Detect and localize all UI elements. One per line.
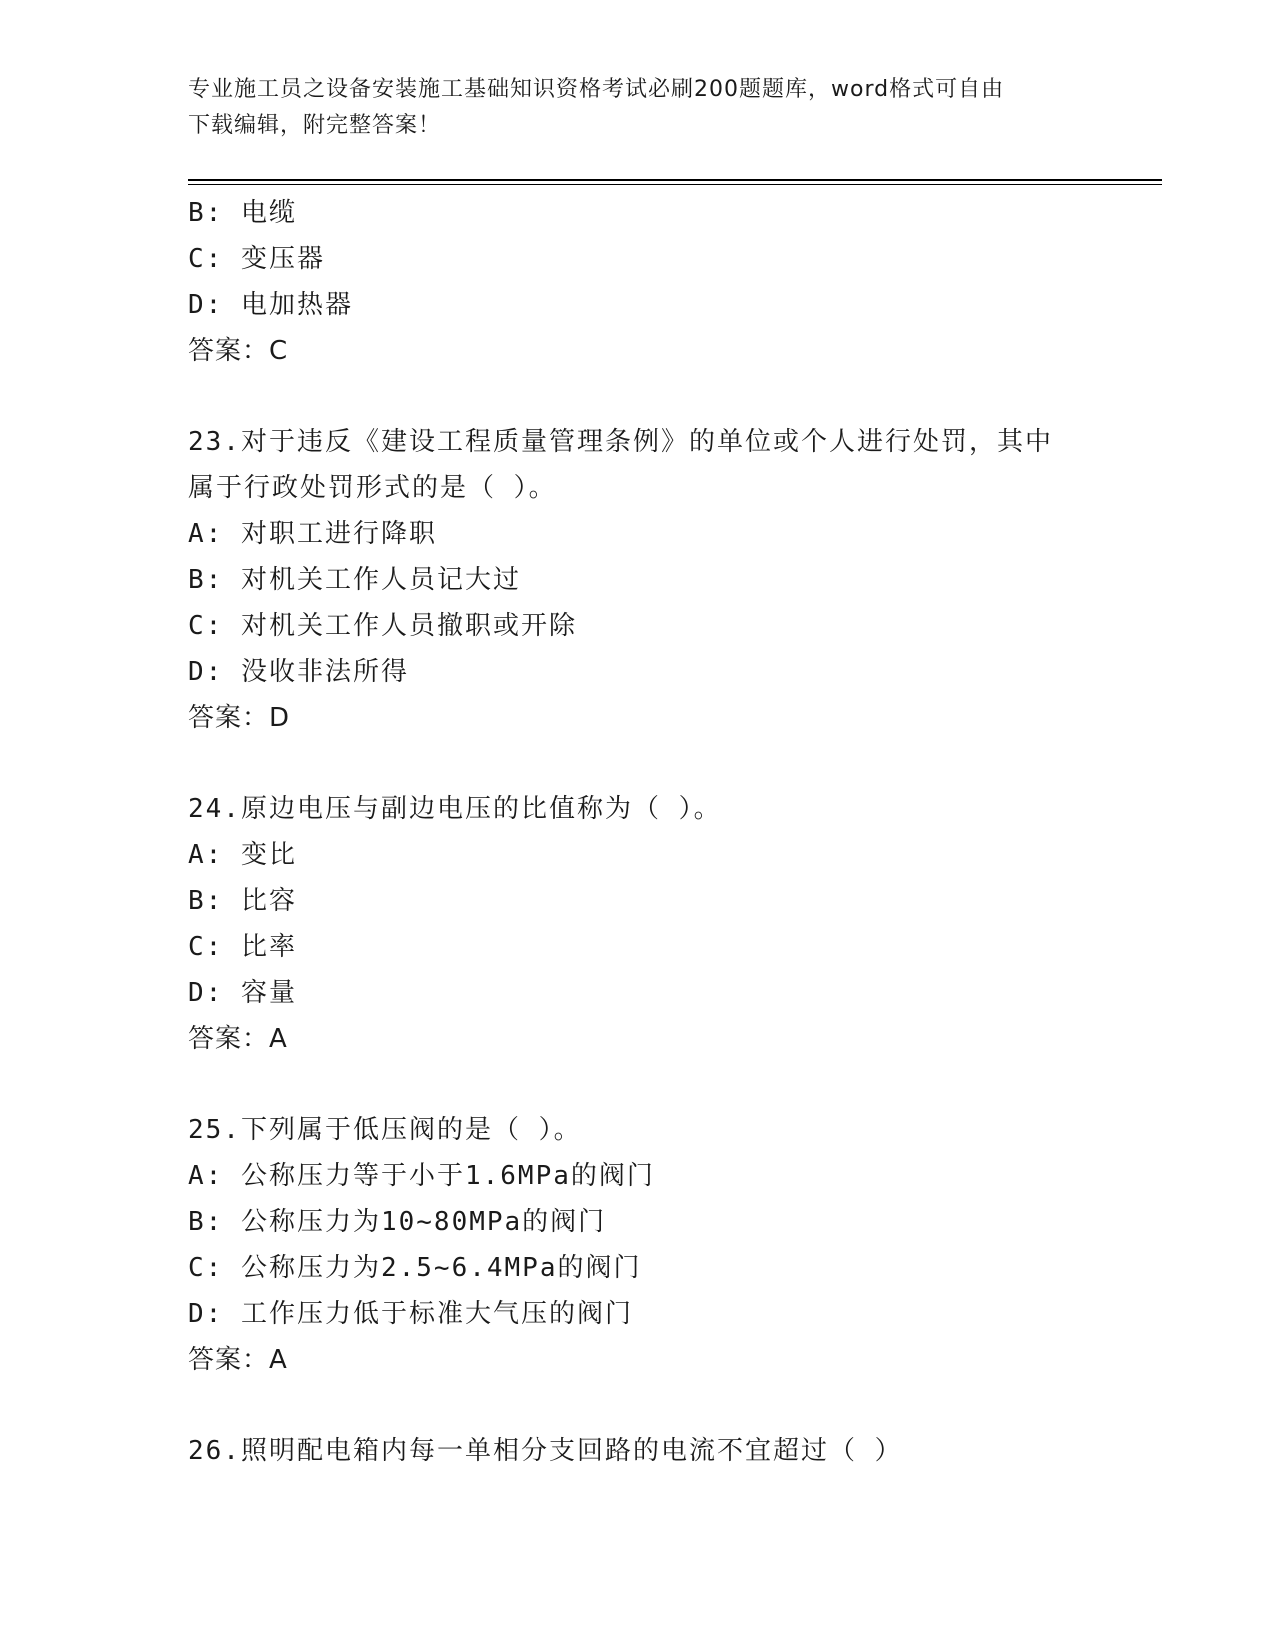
answer: 答案：A <box>188 1024 288 1054</box>
option-d: D: 没收非法所得 <box>188 657 409 687</box>
question-26 <box>188 1428 1148 1474</box>
option-c: C: 比率 <box>188 932 297 962</box>
option-a: A: 公称压力等于小于1.6MPa的阀门 <box>188 1161 655 1191</box>
document-header <box>188 72 1068 144</box>
spacer <box>188 374 1148 419</box>
question-stem: 23.对于违反《建设工程质量管理条例》的单位或个人进行处罚，其中 <box>188 427 1053 457</box>
option-a: A: 对职工进行降职 <box>188 519 437 549</box>
header-rule-thin <box>188 184 1162 185</box>
header-line-2: 下载编辑，附完整答案！ <box>188 113 442 138</box>
answer: 答案：D <box>188 703 291 733</box>
option-b: B: 电缆 <box>188 198 297 228</box>
question-list <box>188 190 1148 1474</box>
question-stem: 25.下列属于低压阀的是（ ）。 <box>188 1115 582 1145</box>
option-c: C: 变压器 <box>188 244 325 274</box>
option-d: D: 容量 <box>188 978 297 1008</box>
option-c: C: 对机关工作人员撤职或开除 <box>188 611 577 641</box>
option-b: B: 对机关工作人员记大过 <box>188 565 521 595</box>
header-rule-thick <box>188 179 1162 181</box>
answer: 答案：A <box>188 1345 288 1375</box>
spacer <box>188 1062 1148 1107</box>
question-22 <box>188 190 1148 374</box>
question-stem: 属于行政处罚形式的是（ ）。 <box>188 473 557 503</box>
header-line-1: 专业施工员之设备安装施工基础知识资格考试必刷200题题库，word格式可自由 <box>188 77 1005 102</box>
spacer <box>188 1383 1148 1428</box>
question-23 <box>188 419 1148 741</box>
spacer <box>188 741 1148 786</box>
option-d: D: 工作压力低于标准大气压的阀门 <box>188 1299 633 1329</box>
answer: 答案：C <box>188 336 289 366</box>
question-stem: 26.照明配电箱内每一单相分支回路的电流不宜超过（ ） <box>188 1436 903 1466</box>
question-25 <box>188 1107 1148 1383</box>
option-b: B: 比容 <box>188 886 297 916</box>
question-24 <box>188 786 1148 1062</box>
option-b: B: 公称压力为10~80MPa的阀门 <box>188 1207 607 1237</box>
option-a: A: 变比 <box>188 840 297 870</box>
option-d: D: 电加热器 <box>188 290 353 320</box>
question-stem: 24.原边电压与副边电压的比值称为（ ）。 <box>188 794 722 824</box>
option-c: C: 公称压力为2.5~6.4MPa的阀门 <box>188 1253 642 1283</box>
